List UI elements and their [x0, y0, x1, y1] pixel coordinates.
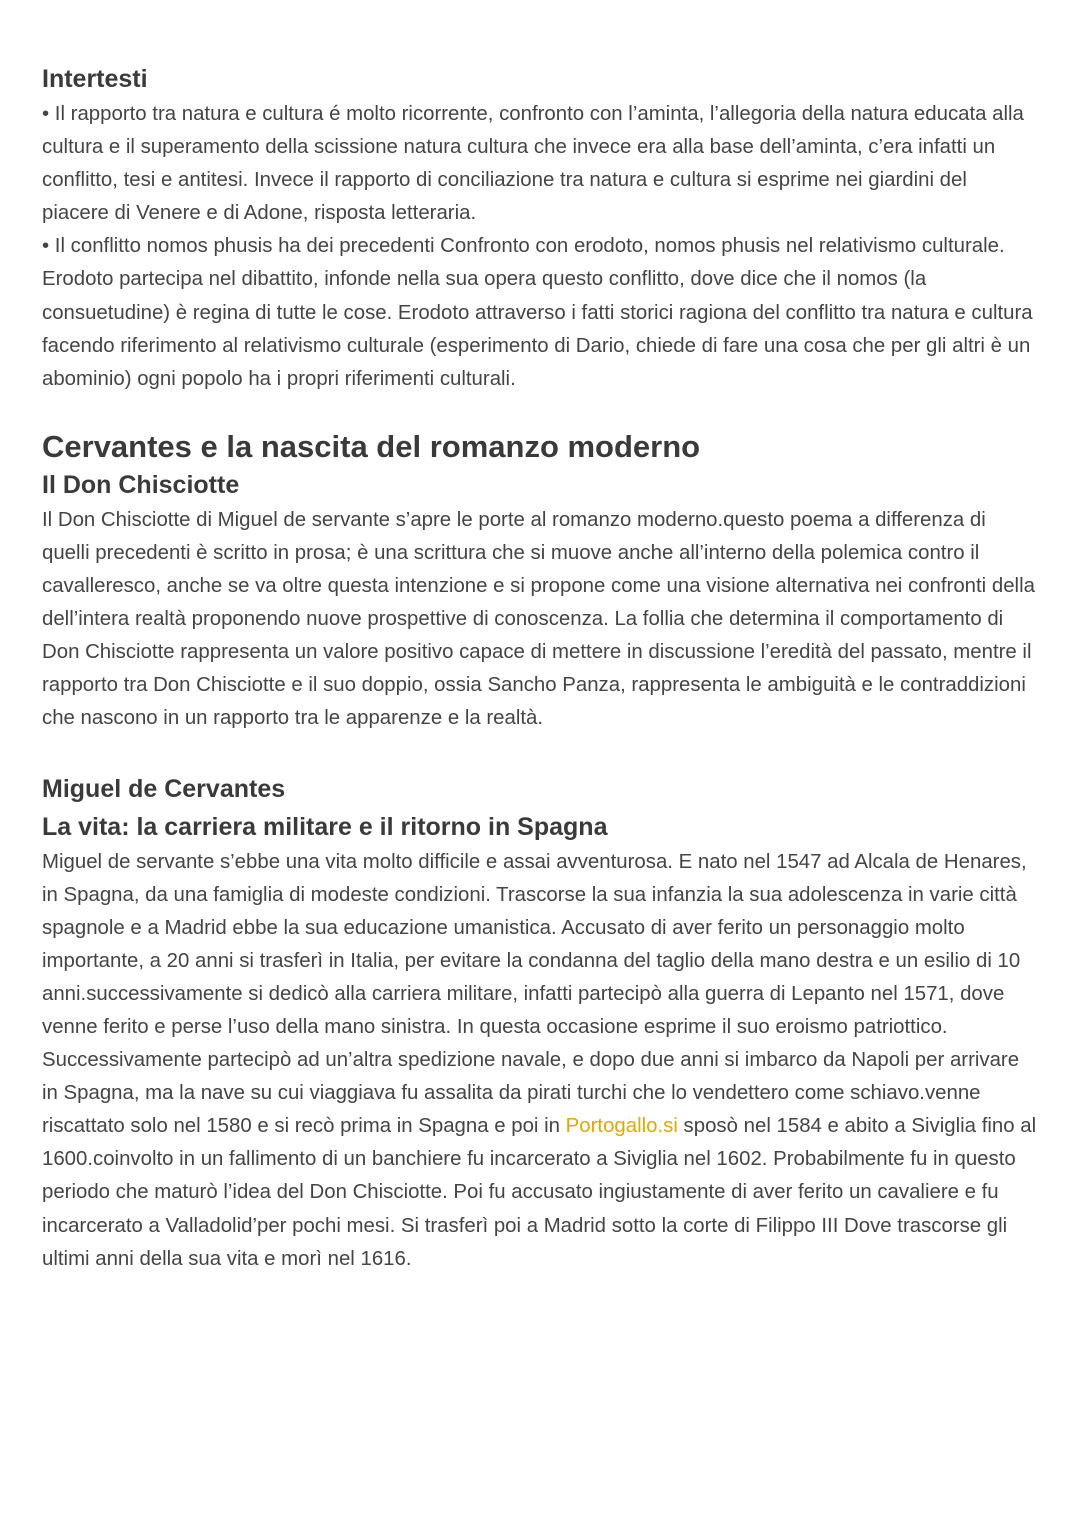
paragraph-intertesti-bullet-1: • Il rapporto tra natura e cultura é molto ricorrente, confronto con l’aminta, l’allegoria della natura educata alla cultura e il superamento della scissione natura cultura che invece era alla base dell’aminta, c’era infatti un conflitto, tesi e antitesi. Invece il rapporto di conciliazione tra natura e cultura si esprime nei giardini del piacere di Venere e di Adone, risposta letteraria.: [42, 103, 1024, 225]
paragraph-la-vita-text-2: sposò nel 1584 e abito a Siviglia fino al 1600.coinvolto in un fallimento di un banchiere fu incarcerato a Siviglia nel 1602. Probabilmente fu in questo periodo che maturò l’idea del Don Chisciotte. Poi fu accusato ingiustamente di aver ferito un cavaliere e fu incarcerato a Valladolid’per pochi mesi. Si trasferì poi a Madrid sotto la corte di Filippo III Dove trascorse gli ultimi anni della sua vita e morì nel 1616.: [42, 1115, 1037, 1270]
paragraph-don-chisciotte: Il Don Chisciotte di Miguel de servante s’apre le porte al romanzo moderno.questo poema a differenza di quelli precedenti è scritto in prosa; è una scrittura che si muove anche all’interno della polemica contro il cavalleresco, anche se va oltre questa intenzione e si propone come una visione alternativa nei confronti della dell’intera realtà proponendo nuove prospettive di conoscenza. La follia che determina il comportamento di Don Chisciotte rappresenta un valore positivo capace di mettere in discussione l’eredità del passato, mentre il rapporto tra Don Chisciotte e il suo doppio, ossia Sancho Panza, rappresenta le ambiguità e le contraddizioni che nascono in un rapporto tra le apparenze e la realtà.: [42, 508, 1035, 730]
paragraph-la-vita: [42, 846, 1038, 1276]
heading-la-vita: La vita: la carriera militare e il ritorno in Spagna: [42, 812, 608, 841]
heading-cervantes-romanzo: Cervantes e la nascita del romanzo moderno: [42, 428, 701, 464]
heading-don-chisciotte: Il Don Chisciotte: [42, 470, 240, 499]
heading-miguel-de-cervantes: Miguel de Cervantes: [42, 774, 286, 803]
paragraph-la-vita-text-1: Miguel de servante s’ebbe una vita molto difficile e assai avventurosa. E nato nel 1547 ad Alcala de Henares, in Spagna, da una famiglia di modeste condizioni. Trascorse la sua infanzia la sua adolescenza in varie città spagnole e a Madrid ebbe la sua educazione umanistica. Accusato di aver ferito un personaggio molto importante, a 20 anni si trasferì in Italia, per evitare la condanna del taglio della mano destra e un esilio di 10 anni.successivamente si dedicò alla carriera militare, infatti partecipò alla guerra di Lepanto nel 1571, dove venne ferito e perse l’uso della mano sinistra. In questa occasione esprime il suo eroismo patriottico. Successivamente partecipò ad un’altra spedizione navale, e dopo due anni si imbarco da Napoli per arrivare in Spagna, ma la nave su cui viaggiava fu assalita da pirati turchi che lo vendettero come schiavo.venne riscattato solo nel 1580 e si recò prima in Spagna e poi in: [42, 850, 1027, 1138]
paragraph-intertesti-bullet-2: • Il conflitto nomos phusis ha dei precedenti Confronto con erodoto, nomos phusis nel relativismo culturale. Erodoto partecipa nel dibattito, infonde nella sua opera questo conflitto, dove dice che il nomos (la consuetudine) è regina di tutte le cose. Erodoto attraverso i fatti storici ragiona del conflitto tra natura e cultura facendo riferimento al relativismo culturale (esperimento di Dario, chiede di fare una cosa che per gli altri è un abominio) ogni popolo ha i propri riferimenti culturali.: [42, 235, 1033, 390]
heading-intertesti: Intertesti: [42, 65, 148, 93]
portogallo-link[interactable]: Portogallo.si: [565, 1115, 678, 1138]
